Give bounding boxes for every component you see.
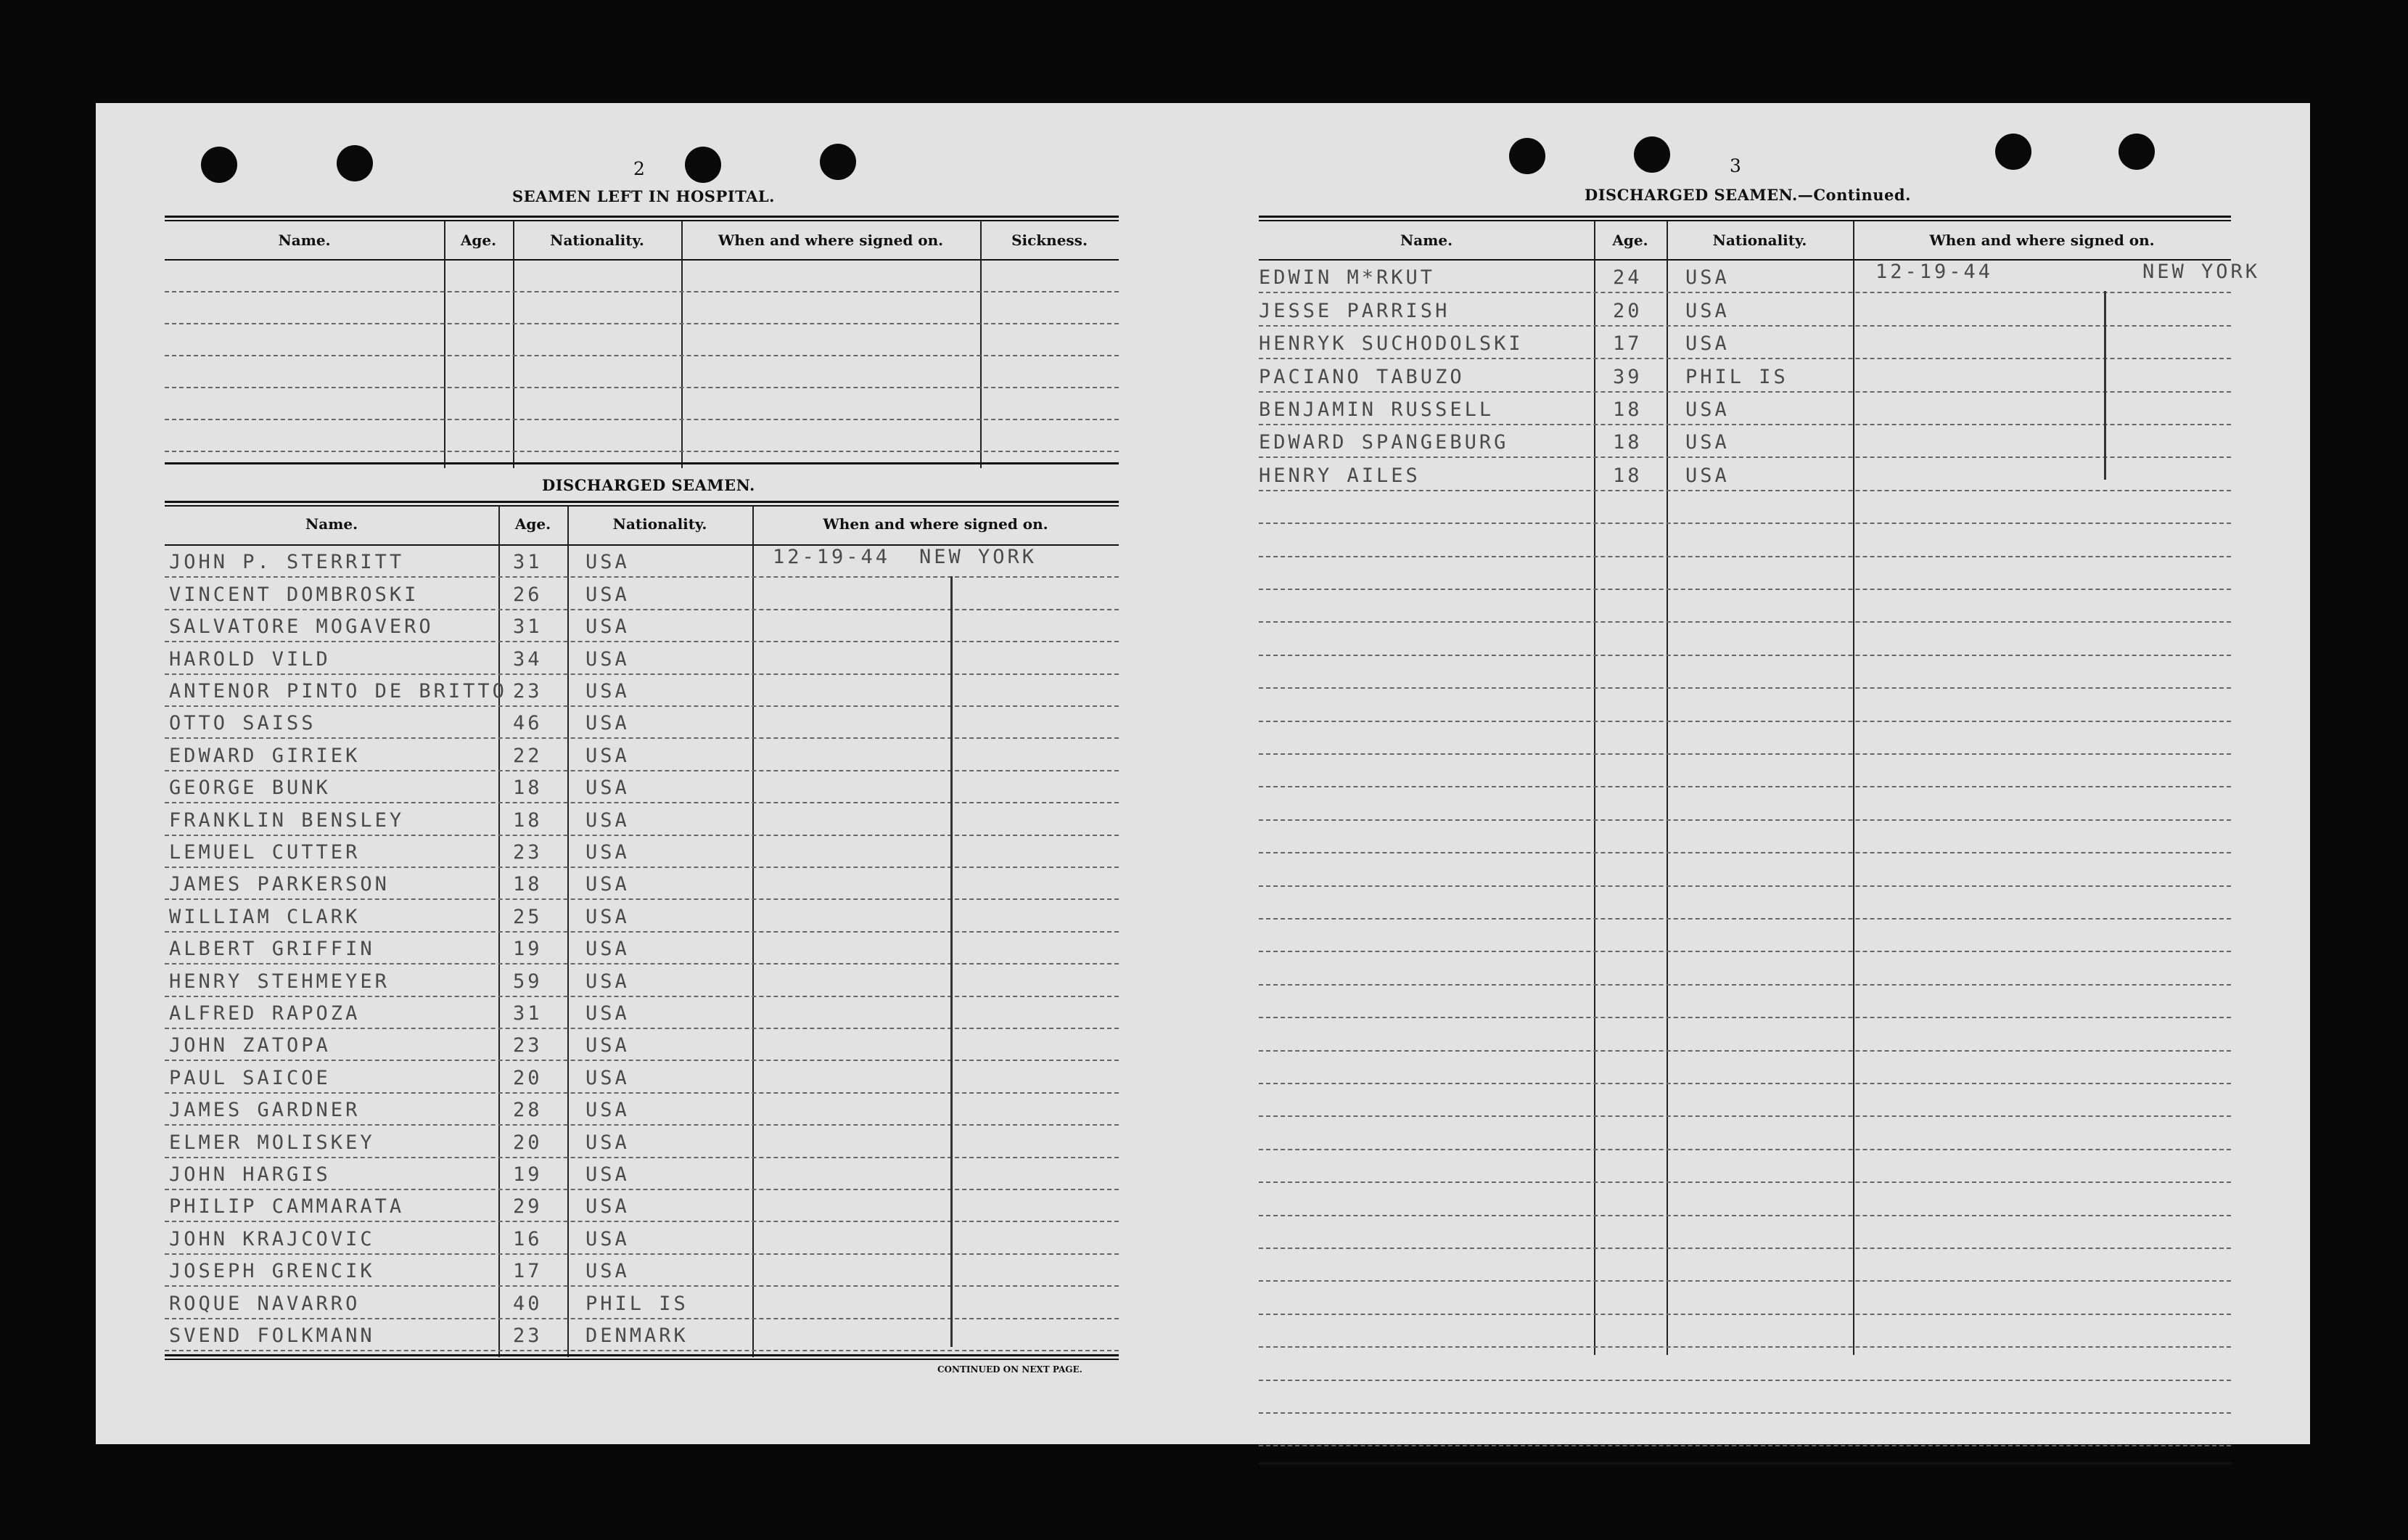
seaman-name: PACIANO TABUZO xyxy=(1259,365,1465,388)
seaman-nationality: USA xyxy=(585,1099,630,1122)
table-row xyxy=(1259,1052,2231,1084)
table-row xyxy=(1259,787,2231,820)
table-row xyxy=(1259,821,2231,853)
table-row xyxy=(165,1029,1119,1061)
table-row xyxy=(1259,359,2231,392)
table-row xyxy=(165,771,1119,803)
table-row xyxy=(1259,1216,2231,1249)
table-row xyxy=(165,1222,1119,1254)
table-row xyxy=(1259,327,2231,359)
seaman-age: 16 xyxy=(513,1227,543,1250)
seaman-age: 20 xyxy=(1613,299,1643,322)
signed-on-date: 12-19-44 xyxy=(773,546,891,568)
seaman-nationality: USA xyxy=(585,583,630,606)
column-header: Name. xyxy=(305,515,358,533)
seaman-age: 23 xyxy=(513,1034,543,1057)
seaman-name: PAUL SAICOE xyxy=(169,1066,331,1089)
seaman-name: SALVATORE MOGAVERO xyxy=(169,615,434,639)
table-row xyxy=(165,675,1119,707)
seaman-name: EDWARD SPANGEBURG xyxy=(1259,431,1509,454)
seaman-age: 31 xyxy=(513,551,543,574)
ditto-line xyxy=(2104,291,2106,480)
seaman-nationality: DENMARK xyxy=(585,1324,689,1347)
seaman-age: 18 xyxy=(513,777,543,800)
seaman-age: 31 xyxy=(513,615,543,639)
seaman-age: 18 xyxy=(513,873,543,896)
seaman-nationality: USA xyxy=(585,970,630,993)
seaman-name: JESSE PARRISH xyxy=(1259,299,1450,322)
seaman-name: HENRYK SUCHODOLSKI xyxy=(1259,332,1524,356)
seaman-name: ELMER MOLISKEY xyxy=(169,1131,375,1154)
seaman-name: ANTENOR PINTO DE BRITTO xyxy=(169,679,507,703)
table-row xyxy=(165,900,1119,932)
seaman-age: 39 xyxy=(1613,365,1643,388)
table-row xyxy=(165,1061,1119,1093)
column-header: Age. xyxy=(1612,232,1648,249)
seaman-nationality: PHIL IS xyxy=(585,1292,689,1315)
seaman-age: 59 xyxy=(513,970,543,993)
punch-hole-icon xyxy=(201,147,237,183)
seaman-name: ROQUE NAVARRO xyxy=(169,1292,361,1315)
seaman-age: 20 xyxy=(513,1066,543,1089)
page-title: DISCHARGED SEAMEN.—Continued. xyxy=(1585,186,1911,204)
punch-hole-icon xyxy=(2119,134,2155,170)
column-header: When and where signed on. xyxy=(823,515,1048,533)
column-header: Name. xyxy=(278,232,331,249)
table-row xyxy=(1259,293,2231,326)
table-row xyxy=(1259,887,2231,920)
table-row xyxy=(165,964,1119,996)
seaman-nationality: USA xyxy=(585,1131,630,1154)
table-row xyxy=(1259,1150,2231,1183)
seaman-age: 22 xyxy=(513,744,543,767)
table-row xyxy=(165,578,1119,610)
seaman-nationality: USA xyxy=(585,808,630,832)
discharged-continued-table xyxy=(1259,216,2261,1362)
seaman-nationality: USA xyxy=(1685,431,1730,454)
continued-note: CONTINUED ON NEXT PAGE. xyxy=(937,1364,1082,1375)
table-row xyxy=(165,1287,1119,1319)
table-row xyxy=(1259,261,2231,293)
seaman-age: 18 xyxy=(1613,431,1643,454)
table-row xyxy=(165,1094,1119,1126)
seaman-name: LEMUEL CUTTER xyxy=(169,840,361,864)
seaman-age: 23 xyxy=(513,1324,543,1347)
seaman-name: JAMES GARDNER xyxy=(169,1099,361,1122)
seaman-name: PHILIP CAMMARATA xyxy=(169,1195,405,1219)
hospital-section-title: SEAMEN LEFT IN HOSPITAL. xyxy=(512,187,775,205)
punch-hole-icon xyxy=(1634,136,1670,173)
seaman-nationality: USA xyxy=(585,1260,630,1283)
punch-hole-icon xyxy=(337,145,373,181)
seaman-nationality: USA xyxy=(1685,266,1730,290)
table-row xyxy=(1259,656,2231,689)
seaman-age: 18 xyxy=(1613,464,1643,487)
table-row xyxy=(165,642,1119,674)
table-row xyxy=(165,1190,1119,1222)
signed-on-place: NEW YORK xyxy=(919,546,1037,568)
punch-hole-icon xyxy=(820,144,856,180)
table-row xyxy=(1259,920,2231,952)
table-row xyxy=(165,868,1119,900)
table-row xyxy=(1259,393,2231,425)
seaman-nationality: USA xyxy=(585,615,630,639)
page-number: 2 xyxy=(633,158,645,179)
ledger-sheet xyxy=(96,103,2310,1444)
seaman-age: 17 xyxy=(1613,332,1643,356)
signed-on-place: NEW YORK xyxy=(2142,261,2261,283)
seaman-age: 20 xyxy=(513,1131,543,1154)
seaman-name: OTTO SAISS xyxy=(169,712,316,735)
discharged-table xyxy=(165,501,1119,1364)
table-row xyxy=(1259,1315,2231,1348)
seaman-age: 26 xyxy=(513,583,543,606)
seaman-name: JOHN ZATOPA xyxy=(169,1034,331,1057)
table-row xyxy=(1259,755,2231,787)
seaman-nationality: USA xyxy=(585,840,630,864)
seaman-nationality: USA xyxy=(585,551,630,574)
table-row xyxy=(165,933,1119,964)
seaman-name: ALBERT GRIFFIN xyxy=(169,938,375,961)
seaman-nationality: PHIL IS xyxy=(1685,365,1788,388)
seaman-age: 34 xyxy=(513,647,543,671)
seaman-name: EDWARD GIRIEK xyxy=(169,744,361,767)
seaman-name: BENJAMIN RUSSELL xyxy=(1259,398,1495,421)
seaman-name: VINCENT DOMBROSKI xyxy=(169,583,419,606)
discharged-section-title: DISCHARGED SEAMEN. xyxy=(542,476,755,494)
seaman-nationality: USA xyxy=(1685,398,1730,421)
column-header: Nationality. xyxy=(612,515,707,533)
column-header: Nationality. xyxy=(1712,232,1807,249)
seaman-age: 31 xyxy=(513,1002,543,1025)
seaman-age: 28 xyxy=(513,1099,543,1122)
punch-hole-icon xyxy=(1509,138,1545,174)
seaman-name: JOHN HARGIS xyxy=(169,1163,331,1186)
seaman-age: 19 xyxy=(513,1163,543,1186)
seaman-nationality: USA xyxy=(1685,464,1730,487)
column-header: Nationality. xyxy=(550,232,644,249)
table-row xyxy=(1259,1414,2231,1446)
seaman-nationality: USA xyxy=(585,712,630,735)
seaman-name: SVEND FOLKMANN xyxy=(169,1324,375,1347)
table-row xyxy=(1259,1183,2231,1216)
table-row xyxy=(1259,986,2231,1018)
seaman-age: 18 xyxy=(1613,398,1643,421)
punch-hole-icon xyxy=(685,147,721,183)
seaman-name: ALFRED RAPOZA xyxy=(169,1002,361,1025)
signed-on-date: 12-19-44 xyxy=(1875,261,1994,283)
seaman-age: 24 xyxy=(1613,266,1643,290)
table-row xyxy=(1259,1348,2231,1380)
seaman-age: 18 xyxy=(513,808,543,832)
table-row xyxy=(1259,1381,2231,1414)
seaman-age: 23 xyxy=(513,840,543,864)
seaman-nationality: USA xyxy=(585,1195,630,1219)
seaman-age: 23 xyxy=(513,679,543,703)
table-row xyxy=(1259,458,2231,491)
seaman-name: FRANKLIN BENSLEY xyxy=(169,808,405,832)
ditto-line xyxy=(950,576,953,1347)
table-row xyxy=(1259,425,2231,458)
seaman-name: JAMES PARKERSON xyxy=(169,873,390,896)
seaman-nationality: USA xyxy=(585,1227,630,1250)
column-header: Age. xyxy=(514,515,551,533)
table-row xyxy=(165,1319,1119,1351)
seaman-nationality: USA xyxy=(585,1066,630,1089)
seaman-nationality: USA xyxy=(585,679,630,703)
table-row xyxy=(165,1255,1119,1287)
seaman-nationality: USA xyxy=(585,905,630,928)
table-row xyxy=(165,836,1119,868)
seaman-name: JOSEPH GRENCIK xyxy=(169,1260,375,1283)
table-row xyxy=(1259,623,2231,655)
table-row xyxy=(1259,557,2231,590)
column-header: Sickness. xyxy=(1011,232,1088,249)
seaman-nationality: USA xyxy=(585,744,630,767)
seaman-age: 40 xyxy=(513,1292,543,1315)
seaman-nationality: USA xyxy=(1685,332,1730,356)
seaman-nationality: USA xyxy=(585,1034,630,1057)
table-row xyxy=(1259,590,2231,623)
column-header: Age. xyxy=(460,232,497,249)
page-number: 3 xyxy=(1730,155,1741,176)
table-row xyxy=(165,739,1119,771)
column-header: Name. xyxy=(1400,232,1453,249)
table-row xyxy=(1259,853,2231,886)
seaman-name: EDWIN M*RKUT xyxy=(1259,266,1436,290)
seaman-age: 19 xyxy=(513,938,543,961)
table-row xyxy=(1259,689,2231,721)
column-header: When and where signed on. xyxy=(718,232,944,249)
seaman-nationality: USA xyxy=(585,777,630,800)
seaman-name: JOHN KRAJCOVIC xyxy=(169,1227,375,1250)
seaman-age: 25 xyxy=(513,905,543,928)
table-row xyxy=(165,707,1119,739)
seaman-name: WILLIAM CLARK xyxy=(169,905,361,928)
seaman-age: 17 xyxy=(513,1260,543,1283)
seaman-age: 46 xyxy=(513,712,543,735)
seaman-nationality: USA xyxy=(585,873,630,896)
table-row xyxy=(1259,1018,2231,1051)
table-row xyxy=(1259,1117,2231,1150)
table-row xyxy=(165,610,1119,642)
column-header: When and where signed on. xyxy=(1929,232,2155,249)
seaman-nationality: USA xyxy=(585,1002,630,1025)
table-row xyxy=(165,997,1119,1029)
table-row xyxy=(1259,1249,2231,1282)
table-row xyxy=(1259,952,2231,985)
punch-hole-icon xyxy=(1995,134,2031,170)
table-row xyxy=(1259,491,2231,524)
seaman-nationality: USA xyxy=(585,1163,630,1186)
seaman-nationality: USA xyxy=(1685,299,1730,322)
seaman-name: HAROLD VILD xyxy=(169,647,331,671)
seaman-name: JOHN P. STERRITT xyxy=(169,551,405,574)
table-row xyxy=(1259,1282,2231,1314)
seaman-nationality: USA xyxy=(585,938,630,961)
seaman-name: GEORGE BUNK xyxy=(169,777,331,800)
seaman-nationality: USA xyxy=(585,647,630,671)
table-row xyxy=(165,803,1119,835)
table-row xyxy=(1259,524,2231,557)
seaman-name: HENRY STEHMEYER xyxy=(169,970,390,993)
table-row xyxy=(1259,722,2231,755)
table-row xyxy=(165,1158,1119,1190)
table-row xyxy=(1259,1084,2231,1117)
seaman-age: 29 xyxy=(513,1195,543,1219)
seaman-name: HENRY AILES xyxy=(1259,464,1421,487)
table-row xyxy=(165,1126,1119,1158)
